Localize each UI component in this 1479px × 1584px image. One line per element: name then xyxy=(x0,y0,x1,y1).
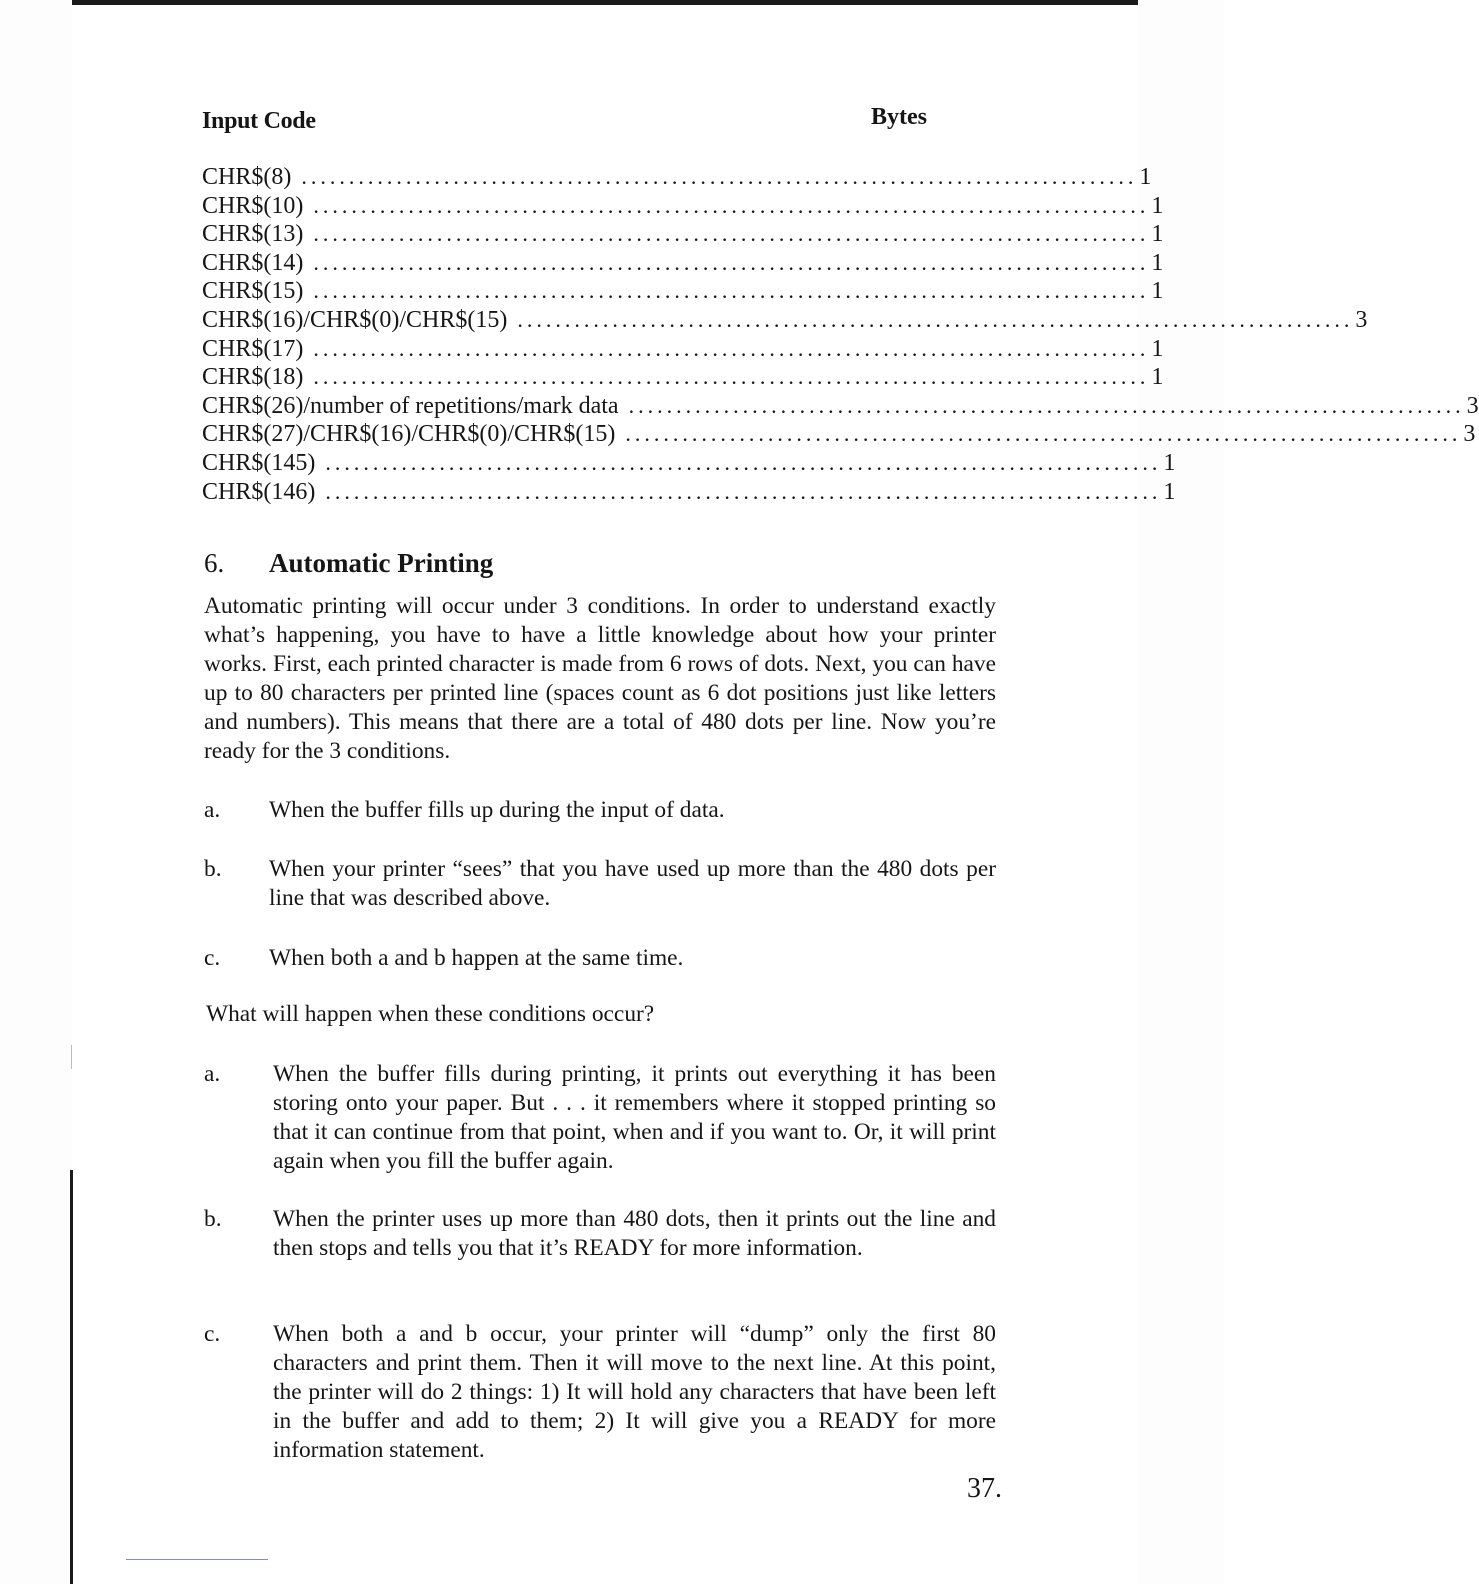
table-row xyxy=(202,192,1164,222)
byte-count: 1 xyxy=(1163,478,1176,505)
byte-count: 1 xyxy=(1151,364,1164,391)
item-label: c. xyxy=(204,1321,221,1347)
byte-count: 1 xyxy=(1139,164,1152,190)
input-code: CHR$(14) xyxy=(202,249,304,276)
item-text: When the printer uses up more than 480 dots, then it prints out the line and then stops and tells you that it’s READY for more information. xyxy=(273,1206,996,1261)
input-code: CHR$(13) xyxy=(202,221,304,248)
input-code: CHR$(8) xyxy=(202,164,292,190)
input-code: CHR$(17) xyxy=(202,335,304,362)
item-text: When the buffer fills during printing, it prints out everything it has been storing onto your paper. But . . . it remembers where it stopped printing so that it can continue from that point, when and if you want to. Or, it will print again when you fill the buffer again. xyxy=(273,1061,996,1174)
dot-leader: ........................................................................................ xyxy=(325,449,1162,475)
item-text: When the buffer fills up during the input of data. xyxy=(269,797,725,823)
outcome-item-c xyxy=(204,1320,996,1465)
dot-leader: ........................................................................................ xyxy=(313,249,1150,275)
table-row xyxy=(202,249,1164,279)
byte-count: 1 xyxy=(1151,249,1164,276)
input-code: CHR$(18) xyxy=(202,364,304,391)
dot-leader: ........................................................................................ xyxy=(313,335,1150,361)
table-row xyxy=(202,364,1164,393)
input-code: CHR$(145) xyxy=(202,449,316,476)
dot-leader: ........................................................................................ xyxy=(517,306,1354,332)
dot-leader: ........................................................................................ xyxy=(313,192,1150,218)
section-title: Automatic Printing xyxy=(269,548,494,578)
table-row xyxy=(202,478,1176,508)
column-header-bytes: Bytes xyxy=(871,104,927,130)
table-row xyxy=(202,392,1479,422)
item-label: b. xyxy=(204,856,222,882)
input-code: CHR$(146) xyxy=(202,478,316,505)
bottom-edge-mark xyxy=(126,1559,268,1560)
byte-count: 1 xyxy=(1151,192,1164,219)
input-code: CHR$(26)/number of repetitions/mark data xyxy=(202,392,619,419)
byte-count: 1 xyxy=(1151,278,1164,305)
item-text: When both a and b happen at the same time. xyxy=(269,945,684,971)
table-row xyxy=(202,335,1164,365)
input-code-table xyxy=(202,164,1479,507)
input-code: CHR$(10) xyxy=(202,192,304,219)
dot-leader: ........................................................................................ xyxy=(313,221,1150,247)
dot-leader: ........................................................................................ xyxy=(628,392,1465,418)
intro-paragraph: Automatic printing will occur under 3 conditions. In order to understand exactly what’s happening, you have to have a little knowledge about how your printer works. First, each printed character is made from 6 rows of dots. Next, you can have up to 80 characters per printed line (spaces count as 6 dot positions just like letters and numbers). This means that there are a total of 480 dots per line. Now you’re ready for the 3 conditions. xyxy=(204,593,996,764)
outcome-item-a xyxy=(204,1060,996,1176)
dot-leader: ........................................................................................ xyxy=(313,278,1150,304)
table-row xyxy=(202,278,1164,307)
item-label: a. xyxy=(204,797,221,823)
input-code: CHR$(16)/CHR$(0)/CHR$(15) xyxy=(202,306,508,333)
table-row xyxy=(202,306,1368,336)
question-line: What will happen when these conditions occur? xyxy=(206,1001,655,1027)
table-row xyxy=(202,449,1176,479)
input-code: CHR$(27)/CHR$(16)/CHR$(0)/CHR$(15) xyxy=(202,421,616,448)
dot-leader: ........................................................................................ xyxy=(301,164,1138,189)
condition-item-c xyxy=(204,944,996,973)
left-margin-mark xyxy=(71,1045,72,1069)
item-text: When both a and b occur, your printer will “dump” only the first 80 characters and print them. Then it will move to the next line. At this point, the printer will do 2 things: 1) It will hold any characters that have been left in the buffer and add to them; 2) It will give you a READY for more information statement. xyxy=(273,1321,996,1463)
item-label: a. xyxy=(204,1061,221,1087)
table-row xyxy=(202,164,1152,193)
page-margin-left xyxy=(0,0,72,1584)
byte-count: 1 xyxy=(1151,221,1164,248)
byte-count: 1 xyxy=(1151,335,1164,362)
left-border-rule xyxy=(70,1170,73,1584)
page-number: 37. xyxy=(967,1473,1002,1504)
outcome-item-b xyxy=(204,1205,996,1263)
dot-leader: ........................................................................................ xyxy=(625,421,1462,447)
byte-count: 3 xyxy=(1466,392,1479,419)
byte-count: 3 xyxy=(1355,306,1368,333)
section-number: 6. xyxy=(204,548,225,578)
item-text: When your printer “sees” that you have used up more than the 480 dots per line that was described above. xyxy=(269,856,996,911)
item-label: c. xyxy=(204,945,221,971)
item-label: b. xyxy=(204,1206,222,1232)
table-row xyxy=(202,421,1476,450)
input-code: CHR$(15) xyxy=(202,278,304,305)
byte-count: 1 xyxy=(1163,449,1176,476)
top-border-rule xyxy=(72,0,1138,5)
byte-count: 3 xyxy=(1463,421,1476,448)
condition-item-b xyxy=(204,855,996,913)
condition-item-a xyxy=(204,796,996,825)
dot-leader: ........................................................................................ xyxy=(325,478,1162,504)
table-row xyxy=(202,221,1164,250)
column-header-input-code: Input Code xyxy=(202,108,316,134)
dot-leader: ........................................................................................ xyxy=(313,364,1150,390)
